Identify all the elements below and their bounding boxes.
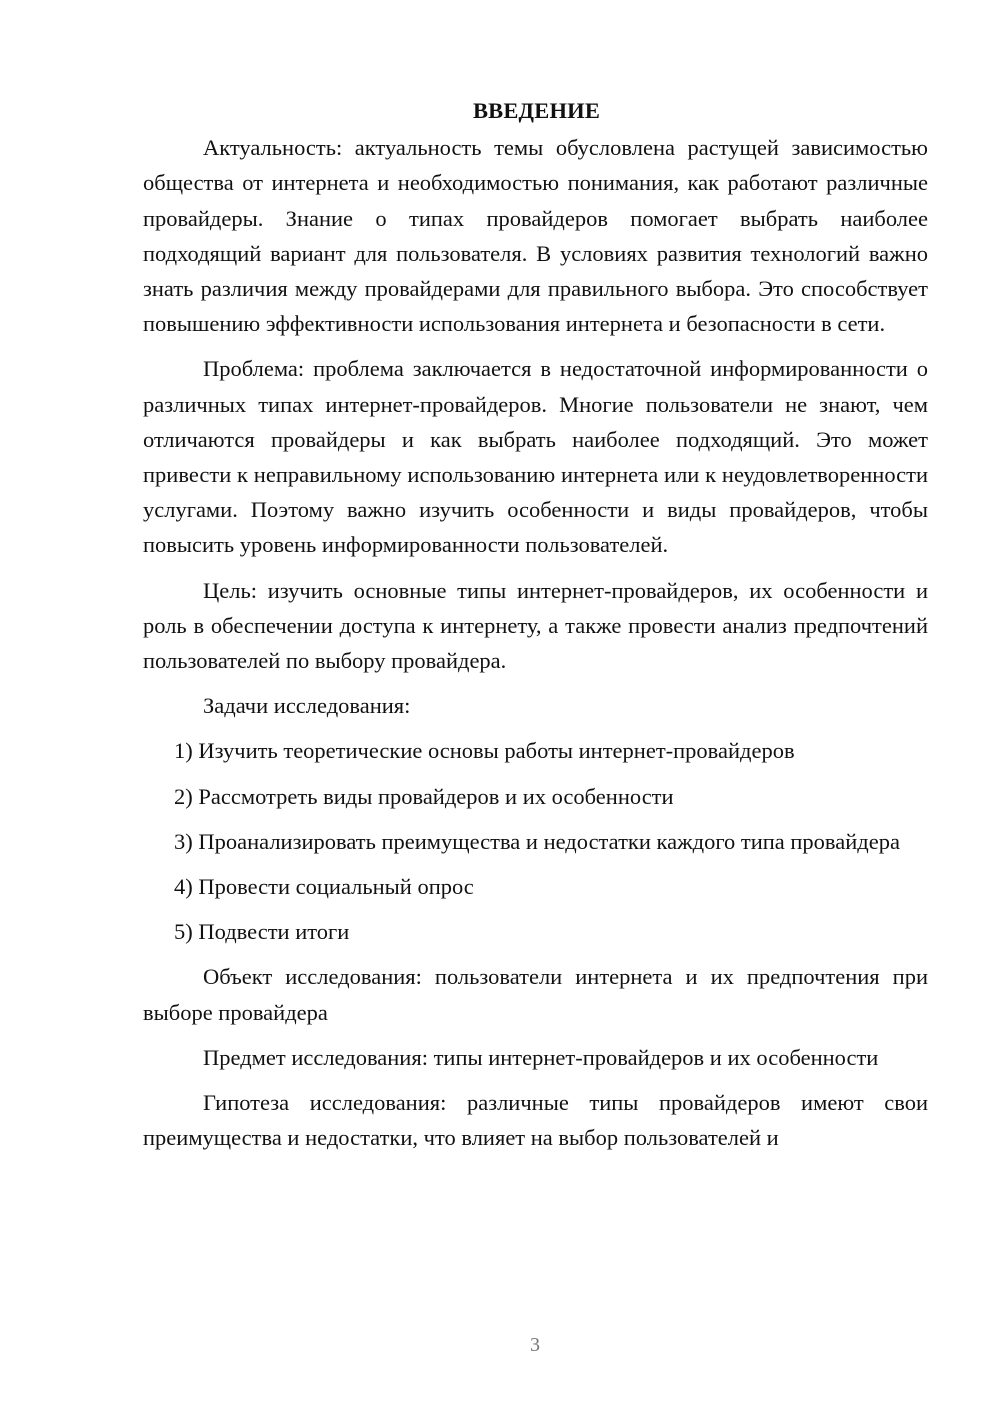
paragraph-problem: Проблема: проблема заключается в недостаточной информированности о различных типах интернет-провайдеров. Многие пользователи не знают, чем отличаются провайдеры и как выбрать наиболее подходящий. Это может привести к неправильному использованию интернета или к неудовлетворенности услугами. Поэтому важно изучить особенности и виды провайдеров, чтобы повысить уровень информированности пользователей. xyxy=(143,356,928,558)
page-title: ВВЕДЕНИЕ xyxy=(472,98,601,123)
paragraph-relevance: Актуальность: актуальность темы обусловлена растущей зависимостью общества от интернета и необходимостью понимания, как работают различные провайдеры. Знание о типах провайдеров помогает выбрать наиболее подходящий вариант для пользователя. В условиях развития технологий важно знать различия между провайдерами для правильного выбора. Это способствует повышению эффективности использования интернета и безопасности в сети. xyxy=(143,135,928,337)
tasks-heading: Задачи исследования: xyxy=(203,693,411,719)
paragraph-goal: Цель: изучить основные типы интернет-провайдеров, их особенности и роль в обеспечении доступа к интернету, а также провести анализ предпочтений пользователей по выбору провайдера. xyxy=(143,577,928,674)
document-body xyxy=(143,93,928,1165)
task-item-2: 2) Рассмотреть виды провайдеров и их особенности xyxy=(174,783,674,809)
paragraph-hypothesis: Гипотеза исследования: различные типы провайдеров имеют свои преимущества и недостатки, что влияет на выбор пользователей и xyxy=(143,1090,928,1151)
task-item-3: 3) Проанализировать преимущества и недостатки каждого типа провайдера xyxy=(174,828,900,854)
task-item-4: 4) Провести социальный опрос xyxy=(174,874,474,900)
task-item-5: 5) Подвести итоги xyxy=(174,919,350,945)
page-number: 3 xyxy=(530,1334,540,1356)
paragraph-subject: Предмет исследования: типы интернет-провайдеров и их особенности xyxy=(203,1044,879,1070)
task-item-1: 1) Изучить теоретические основы работы интернет-провайдеров xyxy=(174,738,795,764)
paragraph-object: Объект исследования: пользователи интернета и их предпочтения при выборе провайдера xyxy=(143,964,928,1025)
